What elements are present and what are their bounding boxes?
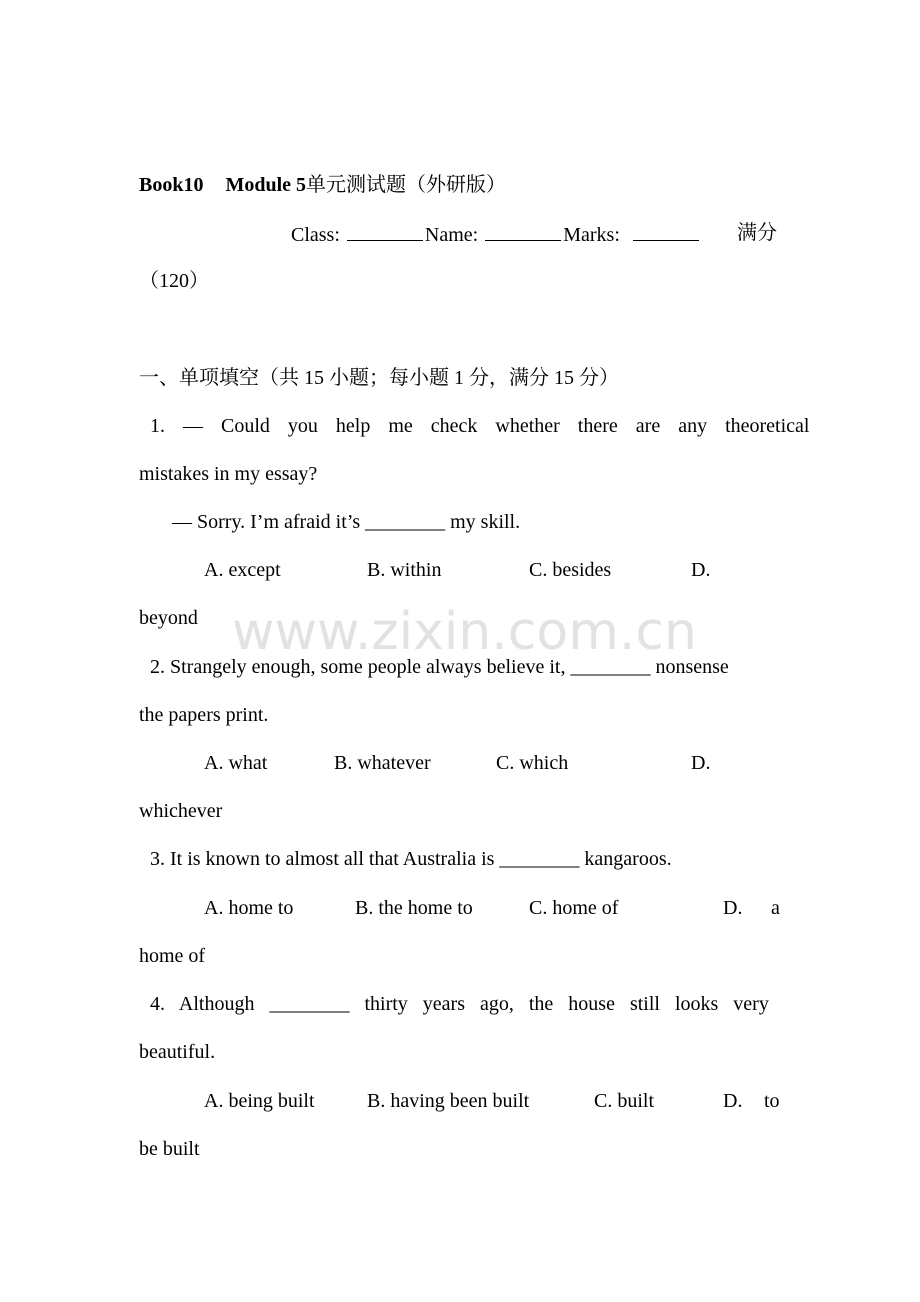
section-heading: 一、单项填空（共 15 小题；每小题 1 分，满分 15 分） (139, 367, 619, 389)
q4-option-c: C. built (594, 1090, 655, 1112)
q3-option-d-article: a (771, 897, 780, 919)
title-name: 单元测试题（外研版） (306, 174, 507, 196)
q1-option-d: D. (691, 559, 711, 581)
q2-option-d-text: whichever (139, 800, 223, 822)
q2-option-b: B. whatever (334, 752, 431, 774)
q3-option-b: B. the home to (355, 897, 473, 919)
q3-option-d: D. (723, 897, 743, 919)
question-3-line1: 3. It is known to almost all that Australia is ________ kangaroos. (150, 848, 672, 870)
q3-option-c: C. home of (529, 897, 619, 919)
class-label: Class: (291, 224, 340, 246)
student-info-line (291, 220, 701, 248)
q3-option-a: A. home to (204, 897, 294, 919)
marks-label: Marks: (563, 224, 620, 246)
class-blank (347, 220, 423, 241)
full-marks-value: （120） (139, 270, 209, 292)
q2-option-d: D. (691, 752, 711, 774)
question-4-line1 (150, 991, 769, 1017)
q4-option-d: D. (723, 1090, 743, 1112)
q4-text: 4. Although ________ thirty years ago, the house still looks very (150, 993, 769, 1015)
q1-text: 1. — Could you help me check whether there are any theoretical (150, 415, 810, 437)
title-module: Module 5 (225, 174, 307, 196)
full-marks-label: 满分 (737, 222, 777, 244)
q3-option-d-text: home of (139, 945, 206, 967)
q4-option-d-text: be built (139, 1138, 200, 1160)
q4-option-d-prefix: to (764, 1090, 780, 1112)
question-1-line2: mistakes in my essay? (139, 463, 318, 485)
q4-option-a: A. being built (204, 1090, 315, 1112)
q1-option-a: A. except (204, 559, 281, 581)
name-blank (485, 220, 561, 241)
q2-option-a: A. what (204, 752, 268, 774)
q2-option-c: C. which (496, 752, 569, 774)
q1-option-c: C. besides (529, 559, 612, 581)
title-book: Book10 (139, 174, 204, 196)
question-1-line3: — Sorry. I’m afraid it’s ________ my skill. (172, 511, 521, 533)
document-title (139, 172, 506, 198)
question-4-line2: beautiful. (139, 1041, 216, 1063)
question-2-line1: 2. Strangely enough, some people always believe it, ________ nonsense (150, 656, 729, 678)
q1-option-b: B. within (367, 559, 442, 581)
name-label: Name: (424, 224, 479, 246)
marks-blank (633, 220, 699, 241)
question-1-line1 (150, 413, 810, 439)
q1-option-d-text: beyond (139, 607, 198, 629)
watermark: www.zixin.com.cn (232, 602, 697, 662)
q4-option-b: B. having been built (367, 1090, 530, 1112)
question-2-line2: the papers print. (139, 704, 269, 726)
